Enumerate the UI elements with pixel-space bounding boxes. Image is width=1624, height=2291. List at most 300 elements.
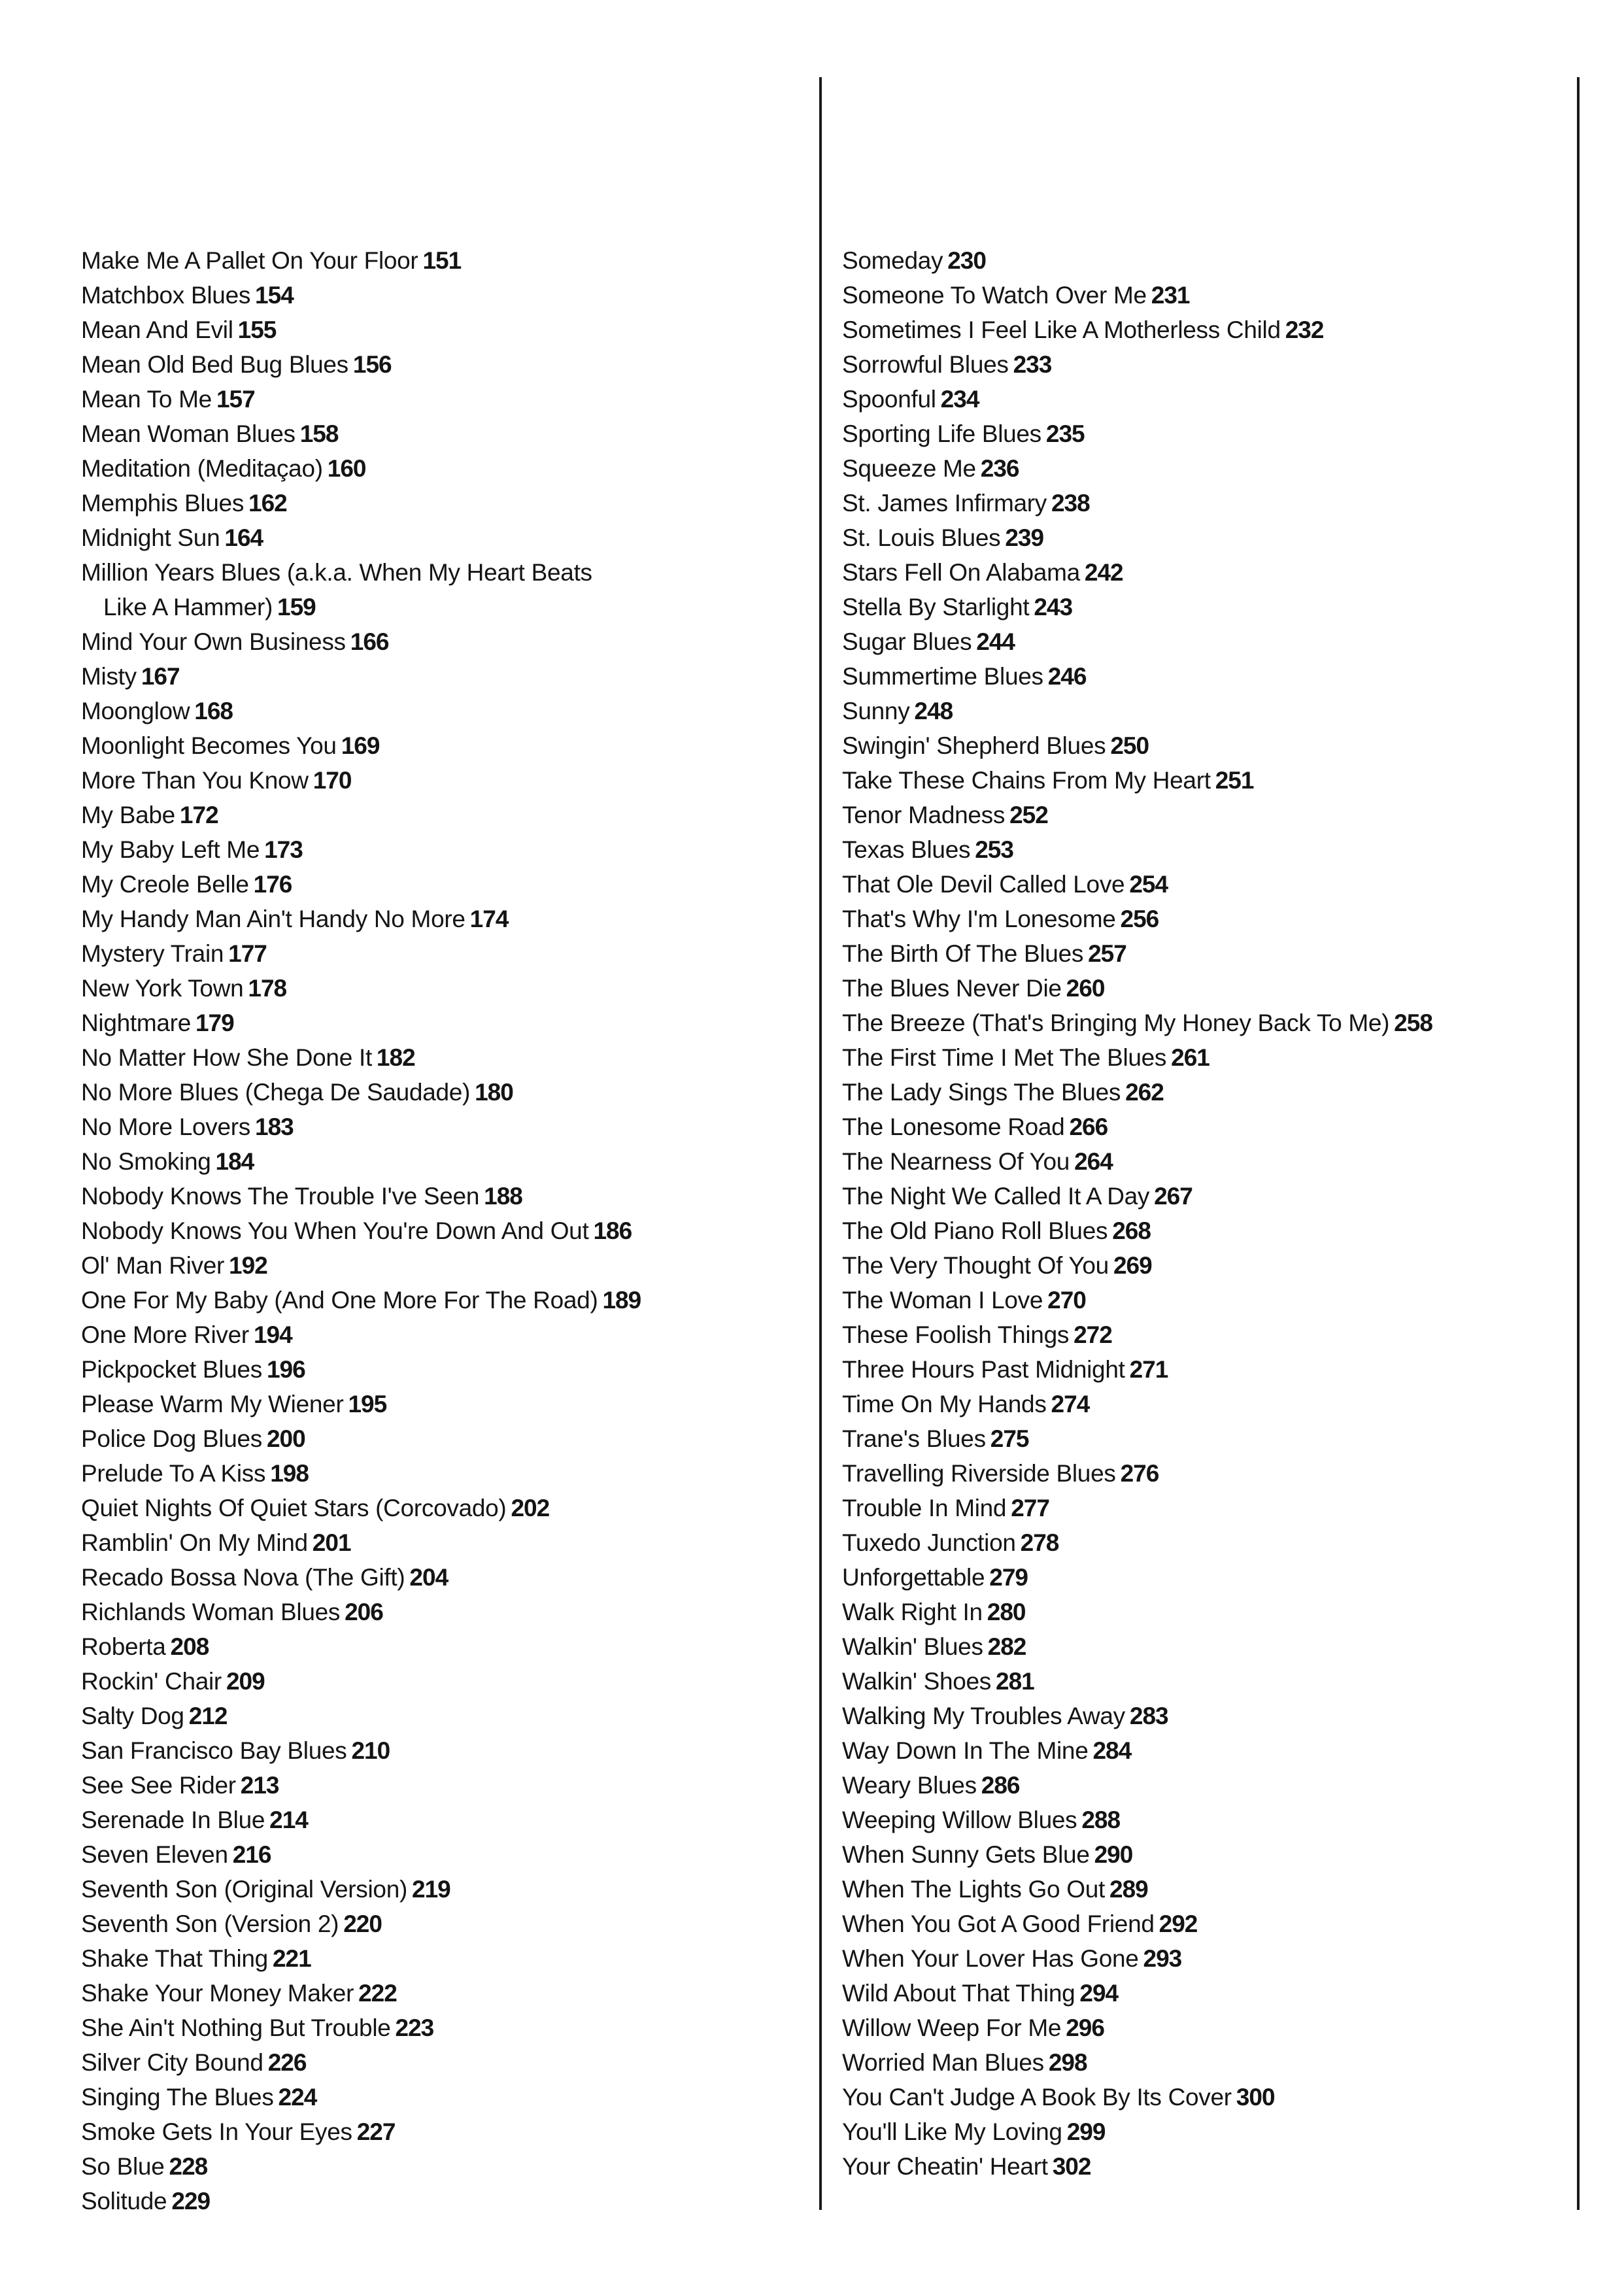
index-entry [842, 1768, 1568, 1803]
index-entry [842, 1213, 1568, 1248]
index-entry [81, 1733, 807, 1768]
entry-title: One For My Baby (And One More For The Road) [81, 1287, 598, 1314]
entry-page-number: 289 [1109, 1876, 1148, 1903]
entry-title: Tenor Madness [842, 802, 1006, 828]
entry-title: Texas Blues [842, 836, 971, 863]
entry-page-number: 182 [376, 1044, 415, 1071]
entry-title: Seventh Son (Version 2) [81, 1910, 339, 1937]
column-divider-right [1577, 77, 1580, 2210]
entry-title: Mean Old Bed Bug Blues [81, 351, 348, 378]
entry-title: Meditation (Meditaçao) [81, 455, 323, 482]
entry-title: Please Warm My Wiener [81, 1391, 344, 1417]
index-entry [842, 313, 1568, 347]
index-entry [842, 1283, 1568, 1317]
entry-title: Swingin' Shepherd Blues [842, 732, 1106, 759]
entry-title: No Smoking [81, 1148, 211, 1175]
entry-page-number: 206 [345, 1599, 383, 1625]
column-divider-center [819, 77, 822, 2210]
entry-title: Ramblin' On My Mind [81, 1529, 308, 1556]
index-entry [81, 1941, 807, 1976]
entry-title: The Lonesome Road [842, 1113, 1065, 1140]
index-entry [842, 555, 1568, 590]
index-entry [842, 2045, 1568, 2080]
entry-page-number: 251 [1215, 767, 1254, 794]
entry-title: Worried Man Blues [842, 2049, 1044, 2076]
index-entry [842, 971, 1568, 1006]
index-entry [842, 451, 1568, 486]
index-entry [81, 1803, 807, 1837]
entry-page-number: 200 [266, 1425, 305, 1452]
entry-title: Walking My Troubles Away [842, 1703, 1125, 1729]
entry-page-number: 214 [269, 1807, 308, 1833]
entry-title: Three Hours Past Midnight [842, 1356, 1125, 1383]
entry-page-number: 254 [1129, 871, 1168, 898]
index-entry [81, 555, 807, 590]
entry-title: St. James Infirmary [842, 490, 1047, 517]
entry-title: Make Me A Pallet On Your Floor [81, 247, 418, 274]
index-entry [81, 2011, 807, 2045]
entry-page-number: 166 [350, 628, 389, 655]
entry-page-number: 282 [987, 1633, 1026, 1660]
index-entry [842, 867, 1568, 902]
index-entry [842, 590, 1568, 624]
index-entry [842, 1387, 1568, 1421]
entry-page-number: 300 [1236, 2084, 1275, 2111]
entry-page-number: 227 [356, 2118, 396, 2145]
entry-title: St. Louis Blues [842, 524, 1001, 551]
entry-page-number: 286 [981, 1772, 1020, 1799]
entry-page-number: 220 [343, 1910, 382, 1937]
index-entry [81, 1040, 807, 1075]
entry-page-number: 266 [1069, 1113, 1108, 1140]
entry-title: Smoke Gets In Your Eyes [81, 2118, 352, 2145]
entry-page-number: 230 [947, 247, 986, 274]
index-entry [81, 1110, 807, 1144]
entry-page-number: 202 [511, 1495, 550, 1521]
index-entry [81, 1421, 807, 1456]
entry-title: More Than You Know [81, 767, 309, 794]
index-entry [842, 728, 1568, 763]
entry-page-number: 275 [990, 1425, 1029, 1452]
index-entry [842, 1421, 1568, 1456]
index-entry [842, 1040, 1568, 1075]
entry-title: Prelude To A Kiss [81, 1460, 266, 1487]
index-entry [842, 2114, 1568, 2149]
entry-page-number: 239 [1005, 524, 1044, 551]
entry-title: Sugar Blues [842, 628, 972, 655]
entry-page-number: 277 [1011, 1495, 1049, 1521]
index-column-left [81, 243, 807, 2218]
entry-page-number: 233 [1013, 351, 1052, 378]
index-entry [81, 1352, 807, 1387]
index-entry [81, 1213, 807, 1248]
entry-page-number: 179 [195, 1010, 234, 1036]
entry-title: Mystery Train [81, 940, 224, 967]
index-entry [81, 1491, 807, 1525]
index-entry [81, 1768, 807, 1803]
index-entry [81, 1907, 807, 1941]
index-entry [842, 1907, 1568, 1941]
index-entry [81, 694, 807, 728]
entry-title: That's Why I'm Lonesome [842, 906, 1116, 932]
index-entry [81, 1456, 807, 1491]
entry-title: Seventh Son (Original Version) [81, 1876, 407, 1903]
entry-title: Sometimes I Feel Like A Motherless Child [842, 316, 1281, 343]
entry-page-number: 276 [1120, 1460, 1159, 1487]
entry-title: Salty Dog [81, 1703, 184, 1729]
entry-page-number: 172 [179, 802, 218, 828]
index-entry [81, 1595, 807, 1629]
entry-page-number: 174 [469, 906, 509, 932]
index-entry [842, 1733, 1568, 1768]
entry-page-number: 252 [1009, 802, 1048, 828]
index-entry [842, 1560, 1568, 1595]
entry-title: The Breeze (That's Bringing My Honey Back To Me) [842, 1010, 1390, 1036]
index-entry [842, 347, 1568, 382]
entry-page-number: 159 [277, 594, 316, 620]
entry-page-number: 269 [1113, 1252, 1152, 1279]
entry-page-number: 210 [351, 1737, 390, 1764]
index-entry [81, 659, 807, 694]
index-entry [81, 798, 807, 832]
entry-title: The Very Thought Of You [842, 1252, 1109, 1279]
entry-page-number: 299 [1066, 2118, 1106, 2145]
entry-page-number: 154 [255, 282, 294, 309]
entry-title: Roberta [81, 1633, 166, 1660]
entry-page-number: 167 [141, 663, 180, 690]
entry-page-number: 224 [278, 2084, 317, 2111]
index-entry [842, 1110, 1568, 1144]
entry-title: Nobody Knows The Trouble I've Seen [81, 1183, 480, 1210]
index-entry [81, 451, 807, 486]
index-entry [842, 1872, 1568, 1907]
entry-page-number: 178 [248, 975, 287, 1002]
index-entry [81, 971, 807, 1006]
entry-page-number: 243 [1034, 594, 1073, 620]
entry-title: Mean To Me [81, 386, 212, 413]
entry-page-number: 242 [1084, 559, 1123, 586]
entry-title: Richlands Woman Blues [81, 1599, 341, 1625]
entry-title: Nightmare [81, 1010, 191, 1036]
index-entry [842, 1179, 1568, 1213]
entry-page-number: 281 [996, 1668, 1034, 1695]
index-entry [81, 278, 807, 313]
entry-page-number: 234 [940, 386, 979, 413]
entry-title: Rockin' Chair [81, 1668, 222, 1695]
entry-page-number: 228 [169, 2153, 208, 2180]
index-entry [81, 763, 807, 798]
entry-title: Walkin' Blues [842, 1633, 983, 1660]
entry-page-number: 216 [232, 1841, 271, 1868]
index-entry [842, 520, 1568, 555]
index-entry [81, 1560, 807, 1595]
entry-page-number: 256 [1120, 906, 1159, 932]
entry-title: Misty [81, 663, 137, 690]
index-entry [842, 1664, 1568, 1699]
index-entry [842, 2011, 1568, 2045]
entry-page-number: 264 [1074, 1148, 1113, 1175]
entry-title: No More Lovers [81, 1113, 251, 1140]
entry-title: Squeeze Me [842, 455, 976, 482]
entry-title: Quiet Nights Of Quiet Stars (Corcovado) [81, 1495, 507, 1521]
entry-title: Million Years Blues (a.k.a. When My Heart Beats [81, 559, 592, 586]
index-entry [842, 936, 1568, 971]
entry-page-number: 155 [237, 316, 277, 343]
entry-page-number: 244 [976, 628, 1015, 655]
entry-title: Moonglow [81, 698, 190, 724]
entry-page-number: 238 [1051, 490, 1090, 517]
entry-title: Moonlight Becomes You [81, 732, 337, 759]
entry-page-number: 198 [270, 1460, 309, 1487]
index-entry [842, 1317, 1568, 1352]
index-entry [842, 1837, 1568, 1872]
entry-title: Pickpocket Blues [81, 1356, 262, 1383]
index-entry [842, 2080, 1568, 2114]
index-entry [842, 416, 1568, 451]
index-column-right [842, 243, 1568, 2184]
index-entry [81, 2080, 807, 2114]
index-entry [842, 1144, 1568, 1179]
entry-title: So Blue [81, 2153, 165, 2180]
index-entry [81, 1699, 807, 1733]
entry-page-number: 222 [358, 1980, 397, 2007]
index-entry [842, 1941, 1568, 1976]
index-entry [842, 798, 1568, 832]
index-entry [81, 728, 807, 763]
index-entry [842, 1699, 1568, 1733]
entry-page-number: 226 [267, 2049, 307, 2076]
entry-page-number: 186 [593, 1217, 632, 1244]
entry-page-number: 158 [299, 420, 339, 447]
entry-page-number: 176 [253, 871, 292, 898]
index-entry [81, 1283, 807, 1317]
entry-title: Solitude [81, 2188, 167, 2215]
entry-page-number: 201 [312, 1529, 351, 1556]
entry-page-number: 151 [422, 247, 462, 274]
entry-title: Way Down In The Mine [842, 1737, 1089, 1764]
index-entry [81, 1664, 807, 1699]
entry-page-number: 196 [266, 1356, 305, 1383]
entry-page-number: 173 [264, 836, 303, 863]
entry-title: Mind Your Own Business [81, 628, 346, 655]
entry-title: Shake Your Money Maker [81, 1980, 354, 2007]
index-entry [842, 624, 1568, 659]
entry-page-number: 262 [1125, 1079, 1164, 1106]
entry-page-number: 212 [188, 1703, 228, 1729]
entry-title: Your Cheatin' Heart [842, 2153, 1048, 2180]
entry-page-number: 188 [484, 1183, 522, 1210]
index-entry [842, 832, 1568, 867]
index-entry [842, 902, 1568, 936]
entry-title: The Old Piano Roll Blues [842, 1217, 1108, 1244]
entry-page-number: 271 [1129, 1356, 1168, 1383]
entry-title: Stella By Starlight [842, 594, 1030, 620]
index-entry [81, 1006, 807, 1040]
entry-page-number: 213 [240, 1772, 279, 1799]
entry-title: Take These Chains From My Heart [842, 767, 1211, 794]
entry-page-number: 290 [1094, 1841, 1133, 1868]
index-entry [81, 382, 807, 416]
index-entry [81, 520, 807, 555]
index-entry [842, 1456, 1568, 1491]
index-entry [842, 1976, 1568, 2011]
entry-title: Sporting Life Blues [842, 420, 1041, 447]
entry-title: That Ole Devil Called Love [842, 871, 1125, 898]
entry-page-number: 168 [194, 698, 233, 724]
entry-title: The Birth Of The Blues [842, 940, 1084, 967]
index-entry [81, 347, 807, 382]
index-entry [81, 1872, 807, 1907]
index-entry [81, 1179, 807, 1213]
entry-title: San Francisco Bay Blues [81, 1737, 347, 1764]
index-entry [842, 382, 1568, 416]
index-entry [81, 1317, 807, 1352]
index-entry [81, 936, 807, 971]
entry-page-number: 293 [1143, 1945, 1182, 1972]
index-entry [842, 1248, 1568, 1283]
entry-title: Summertime Blues [842, 663, 1043, 690]
index-entry [842, 278, 1568, 313]
entry-page-number: 260 [1066, 975, 1105, 1002]
entry-page-number: 223 [395, 2014, 434, 2041]
entry-title: Mean And Evil [81, 316, 233, 343]
entry-title: When Sunny Gets Blue [842, 1841, 1090, 1868]
index-entry [842, 763, 1568, 798]
entry-page-number: 177 [228, 940, 267, 967]
entry-title: Seven Eleven [81, 1841, 228, 1868]
index-entry [842, 1629, 1568, 1664]
entry-title: The Lady Sings The Blues [842, 1079, 1121, 1106]
entry-title: Time On My Hands [842, 1391, 1047, 1417]
entry-page-number: 160 [327, 455, 366, 482]
index-entry [81, 1629, 807, 1664]
entry-page-number: 283 [1129, 1703, 1168, 1729]
index-entry [81, 313, 807, 347]
entry-page-number: 246 [1047, 663, 1087, 690]
entry-page-number: 235 [1045, 420, 1085, 447]
entry-title: Stars Fell On Alabama [842, 559, 1080, 586]
entry-title: See See Rider [81, 1772, 236, 1799]
entry-page-number: 192 [229, 1252, 267, 1279]
entry-title: Unforgettable [842, 1564, 985, 1591]
entry-page-number: 284 [1092, 1737, 1132, 1764]
entry-title: Tuxedo Junction [842, 1529, 1016, 1556]
entry-title: The Night We Called It A Day [842, 1183, 1150, 1210]
entry-page-number: 231 [1151, 282, 1190, 309]
index-entry [81, 243, 807, 278]
entry-page-number: 232 [1285, 316, 1324, 343]
entry-page-number: 272 [1074, 1321, 1112, 1348]
entry-page-number: 274 [1051, 1391, 1090, 1417]
index-entry [81, 2114, 807, 2149]
index-entry [81, 1525, 807, 1560]
entry-title: Ol' Man River [81, 1252, 225, 1279]
entry-title: My Creole Belle [81, 871, 249, 898]
entry-title: Trouble In Mind [842, 1495, 1007, 1521]
entry-title: The Woman I Love [842, 1287, 1043, 1314]
entry-page-number: 296 [1066, 2014, 1104, 2041]
entry-page-number: 194 [253, 1321, 292, 1348]
index-entry [81, 486, 807, 520]
index-entry [81, 867, 807, 902]
index-entry [81, 1248, 807, 1283]
entry-title: Nobody Knows You When You're Down And Out [81, 1217, 589, 1244]
index-entry [81, 2149, 807, 2184]
index-entry [842, 1075, 1568, 1110]
entry-page-number: 219 [412, 1876, 450, 1903]
entry-page-number: 195 [348, 1391, 387, 1417]
index-entry [842, 243, 1568, 278]
index-entry [81, 416, 807, 451]
entry-title: Spoonful [842, 386, 936, 413]
entry-title: Memphis Blues [81, 490, 245, 517]
entry-title: She Ain't Nothing But Trouble [81, 2014, 391, 2041]
index-entry [81, 2045, 807, 2080]
index-entry [81, 902, 807, 936]
entry-title: The Blues Never Die [842, 975, 1062, 1002]
entry-page-number: 292 [1159, 1910, 1198, 1937]
entry-title: Singing The Blues [81, 2084, 274, 2111]
entry-page-number: 229 [171, 2188, 211, 2215]
entry-title: You'll Like My Loving [842, 2118, 1062, 2145]
index-entry [842, 1352, 1568, 1387]
entry-page-number: 294 [1079, 1980, 1119, 2007]
entry-title: Travelling Riverside Blues [842, 1460, 1116, 1487]
entry-page-number: 209 [226, 1668, 265, 1695]
entry-page-number: 164 [224, 524, 263, 551]
entry-page-number: 257 [1088, 940, 1126, 967]
entry-page-number: 221 [272, 1945, 311, 1972]
index-entry [842, 1803, 1568, 1837]
entry-title: Shake That Thing [81, 1945, 268, 1972]
entry-page-number: 258 [1394, 1010, 1432, 1036]
index-entry [842, 1491, 1568, 1525]
entry-page-number: 208 [170, 1633, 209, 1660]
entry-title: Silver City Bound [81, 2049, 263, 2076]
entry-page-number: 302 [1052, 2153, 1091, 2180]
index-entry [842, 694, 1568, 728]
entry-title: Someday [842, 247, 943, 274]
entry-page-number: 184 [215, 1148, 254, 1175]
index-entry [842, 1006, 1568, 1040]
entry-title: When Your Lover Has Gone [842, 1945, 1139, 1972]
entry-page-number: 268 [1112, 1217, 1151, 1244]
entry-page-number: 180 [475, 1079, 513, 1106]
entry-title: Sorrowful Blues [842, 351, 1009, 378]
entry-title: You Can't Judge A Book By Its Cover [842, 2084, 1232, 2111]
entry-page-number: 267 [1154, 1183, 1193, 1210]
entry-title: No More Blues (Chega De Saudade) [81, 1079, 471, 1106]
index-entry [842, 1525, 1568, 1560]
index-entry [81, 832, 807, 867]
entry-page-number: 270 [1047, 1287, 1086, 1314]
entry-title: Recado Bossa Nova (The Gift) [81, 1564, 405, 1591]
entry-title: The First Time I Met The Blues [842, 1044, 1167, 1071]
entry-title: Trane's Blues [842, 1425, 986, 1452]
index-entry [81, 1144, 807, 1179]
entry-title: My Babe [81, 802, 175, 828]
entry-title: The Nearness Of You [842, 1148, 1070, 1175]
entry-page-number: 279 [989, 1564, 1028, 1591]
entry-title: Like A Hammer) [103, 594, 273, 620]
entry-page-number: 157 [216, 386, 255, 413]
entry-title: Serenade In Blue [81, 1807, 265, 1833]
entry-page-number: 204 [409, 1564, 448, 1591]
entry-title: When The Lights Go Out [842, 1876, 1105, 1903]
entry-page-number: 156 [352, 351, 392, 378]
entry-page-number: 261 [1171, 1044, 1210, 1071]
index-entry [81, 1387, 807, 1421]
